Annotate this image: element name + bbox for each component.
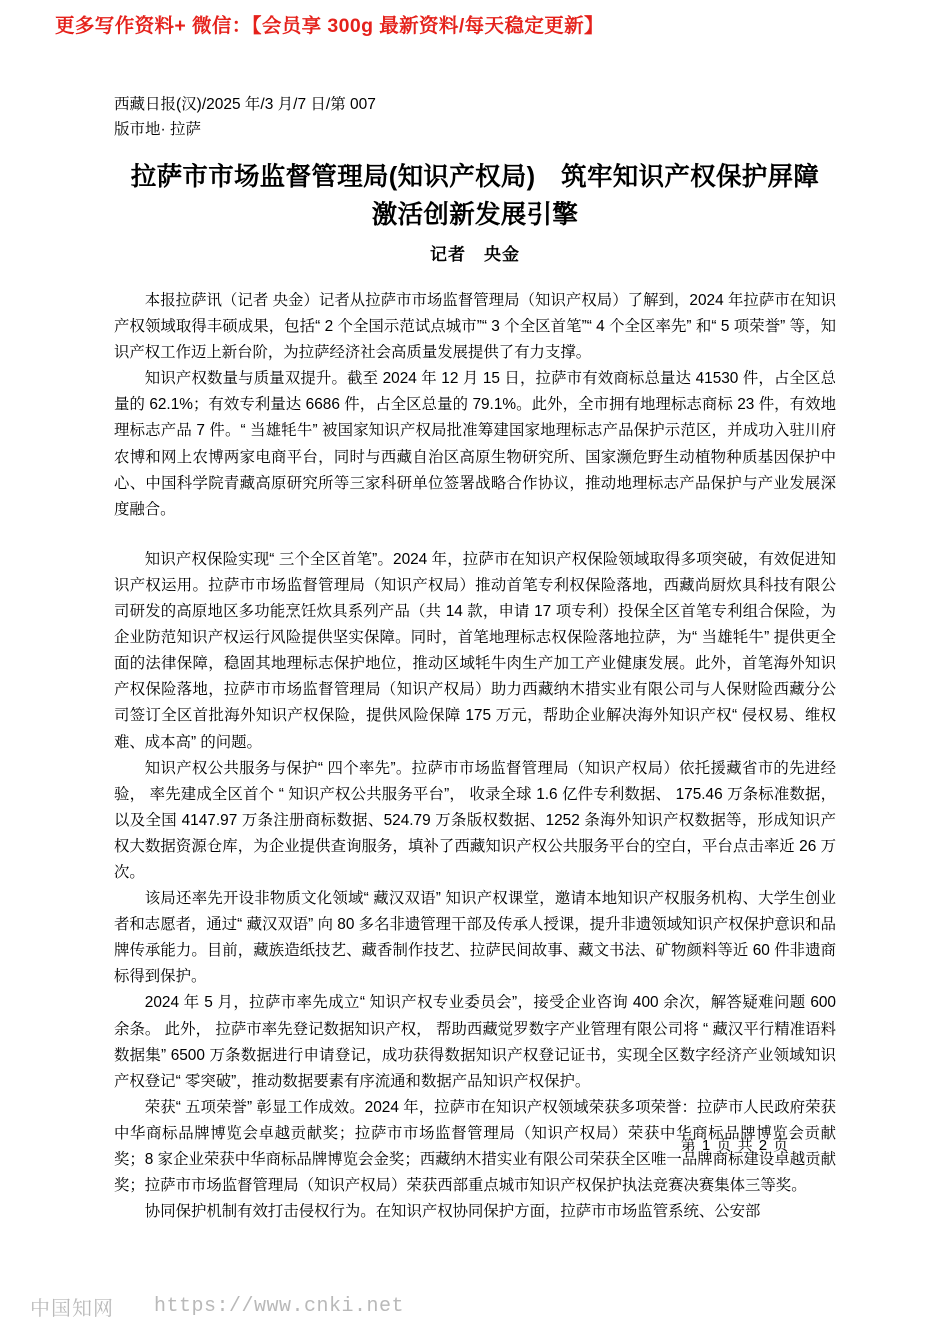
cnki-url-label: https://www.cnki.net (154, 1295, 405, 1318)
article-paragraph: 本报拉萨讯（记者 央金）记者从拉萨市市场监督管理局（知识产权局）了解到，2024 年拉萨市在知识产权领域取得丰硕成果，包括“ 2 个全国示范试点城市”“ 3 个全区首笔”“ 4 个全区率先” 和“ 5 项荣誉” 等，知识产权工作迈上新台阶，为拉萨经济社会高质量发展提供了有力支撑。 (114, 292, 836, 362)
masthead-line-1: 西藏日报(汉)/2025 年/3 月/7 日/第 007 (114, 96, 376, 113)
cnki-brand-label: 中国知网 (30, 1298, 114, 1320)
article-paragraph: 协同保护机制有效打击侵权行为。在知识产权协同保护方面，拉萨市市场监管系统、公安部 (144, 1203, 761, 1221)
article-body (114, 288, 836, 1225)
masthead (114, 92, 844, 142)
article-headline: 拉萨市市场监督管理局(知识产权局) 筑牢知识产权保护屏障 激活创新发展引擎 (130, 163, 845, 229)
article-paragraph: 2024 年 5 月，拉萨市率先成立“ 知识产权专业委员会”，接受企业咨询 400 余次，解答疑难问题 600 余条。 此外， 拉萨市率先登记数据知识产权， 帮助西藏觉罗数字产业管理有限公司将 “ 藏汉平行精准语料数据集” 6500 万条数据进行申请登记，成功获得数据知识产权登记证书，实现全区数字经济产业领域知识产权登记“ 零突破”，推动数据要素有序流通和数据产品知识产权保护。 (114, 994, 836, 1090)
article-paragraph: 荣获“ 五项荣誉” 彰显工作成效。2024 年，拉萨市在知识产权领域荣获多项荣誉：拉萨市人民政府荣获中华商标品牌博览会卓越贡献奖；拉萨市市场监督管理局（知识产权局）荣获中华商标品牌博览会贡献奖；8 家企业荣获中华商标品牌博览会金奖；西藏纳木措实业有限公司荣获全区唯一品牌商标建设卓越贡献奖；拉萨市市场监督管理局（知识产权局）荣获西部重点城市知识产权保护执法竞赛决赛集体三等奖。 (114, 1098, 836, 1195)
article-paragraph: 知识产权保险实现“ 三个全区首笔”。2024 年，拉萨市在知识产权保险领域取得多项突破，有效促进知识产权运用。拉萨市市场监督管理局（知识产权局）推动首笔专利权保险落地，西藏尚厨炊具科技有限公司研发的高原地区多功能烹饪炊具系列产品（共 14 款，申请 17 项专利）投保全区首笔专利组合保险，为企业防范知识产权运行风险提供坚实保障。同时，首笔地理标志权保险落地拉萨，为“ 当雄牦牛” 提供更全面的法律保障，稳固其地理标志保护地位，推动区域牦牛肉生产加工产业健康发展。此外，首笔海外知识产权保险落地，拉萨市市场监督管理局（知识产权局）助力西藏纳木措实业有限公司与人保财险西藏分公司签订全区首批海外知识产权保险，提供风险保障 175 万元，帮助企业解决海外知识产权“ 侵权易、维权难、成本高” 的问题。 (114, 550, 836, 751)
page-indicator: 第 1 页 共 2 页 (680, 1137, 790, 1154)
article-byline: 记者 央金 (430, 245, 520, 264)
cnki-watermark (30, 1292, 404, 1321)
article-paragraph: 该局还率先开设非物质文化领域“ 藏汉双语” 知识产权课堂，邀请本地知识产权服务机构、大学生创业者和志愿者，通过“ 藏汉双语” 向 80 多名非遗管理干部及传承人授课，提升非遗领域知识产权保护意识和品牌传承能力。目前，藏族造纸技艺、藏香制作技艺、拉萨民间故事、藏文书法、矿物颜料等近 60 件非遗商标得到保护。 (114, 890, 836, 986)
promo-banner-text: 更多写作资料+ 微信：【会员享 300g 最新资料/每天稳定更新】 (55, 15, 604, 37)
article-paragraph: 知识产权公共服务与保护“ 四个率先”。拉萨市市场监督管理局（知识产权局）依托援藏省市的先进经验， 率先建成全区首个 “ 知识产权公共服务平台”， 收录全球 1.6 亿件专利数据、 175.46 万条标准数据，以及全国 4147.97 万条注册商标数据、524.79 万条版权数据、1252 条海外知识产权数据等，形成知识产权大数据资源仓库，为企业提供查询服务，填补了西藏知识产权公共服务平台的空白，平台点击率近 26 万次。 (114, 759, 836, 881)
masthead-line-2: 版市地· 拉萨 (114, 121, 201, 138)
article-paragraph: 知识产权数量与质量双提升。截至 2024 年 12 月 15 日，拉萨市有效商标总量达 41530 件，占全区总量的 62.1%；有效专利量达 6686 件，占全区总量的 79.1%。此外，全市拥有地理标志商标 23 件，有效地理标志产品 7 件。“ 当雄牦牛” 被国家知识产权局批准筹建国家地理标志产品保护示范区，并成功入驻川府农博和网上农博两家电商平台，同时与西藏自治区高原生物研究所、国家濒危野生动植物种质基因保护中心、中国科学院青藏高原研究所等三家科研单位签署战略合作协议，推动地理标志产品保护与产业发展深度融合。 (114, 370, 836, 518)
